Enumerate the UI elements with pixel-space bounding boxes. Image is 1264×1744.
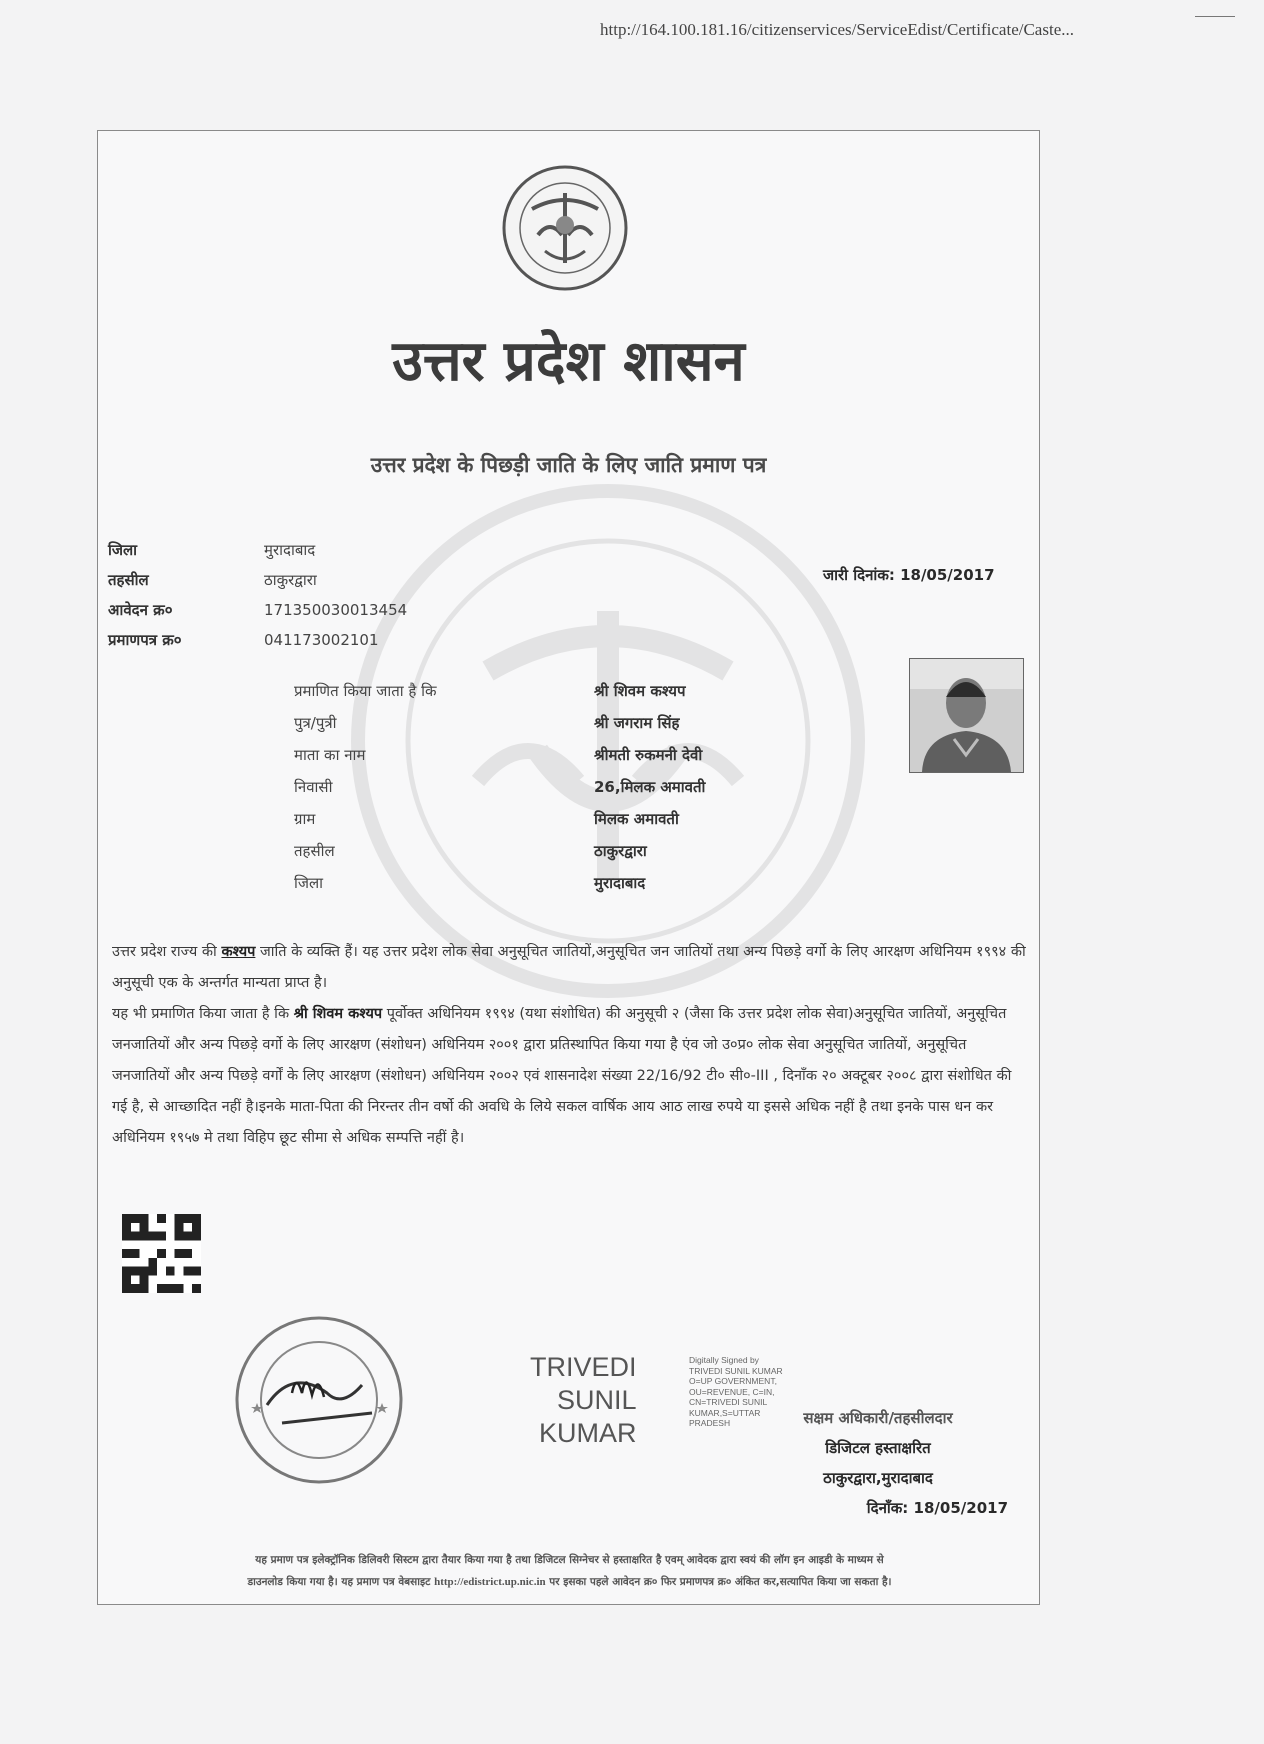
holder-name: श्री शिवम कश्यप [293,1006,383,1022]
body-text: पूर्वोक्त अधिनियम १९९४ (यथा संशोधित) की अनुसूची २ (जैसा कि उत्तर प्रदेश लोक सेवा)अनुसूचित जातियों, अनुसूचित जनजातियों और अन्य पिछड़े वर्गो के लिए आरक्षण (संशोधन) अधिनियम २००१ द्वारा प्रतिस्थापित किया गया है एंव जो उ०प्र० लोक सेवा अनुसूचित जातियों, अनुसूचित जनजातियों और अन्य पिछड़े वर्गों के लिए आरक्षण (संशोधन) अधिनियम २००२ एवं शासनादेश संख्या 22/16/92 टी० सी०-III , दिनाँक २० अक्टूबर २००८ द्वारा संशोधित की गई है, से आच्छादित नहीं है।इनके माता-पिता की निरन्तर तीन वर्षो की अवधि के लिये सकल वार्षिक आय आठ लाख रुपये या इससे अधिक नहीं है तथा इनके पास धन कर अधिनियम १९५७ मे तथा विहिप छूट सीमा से अधिक सम्पत्ति नहीं है। [112,1006,1012,1146]
detail-row [294,707,705,739]
officer-signed: डिजिटल हस्ताक्षरित [825,1439,931,1457]
detail-row [294,771,705,803]
signature-info-line: TRIVEDI SUNIL KUMAR [689,1365,783,1376]
body-text: यह भी प्रमाणित किया जाता है कि [112,1006,294,1022]
village-label: ग्राम [294,810,316,828]
body-paragraph-1 [112,937,1027,999]
up-government-emblem [500,163,630,293]
signature-info-line: Digitally Signed by [689,1355,759,1365]
body-text: जाति के व्यक्ति हैं। यह उत्तर प्रदेश लोक सेवा अनुसूचित जातियों,अनुसूचित जन जातियों तथा अन्य पिछड़े वर्गो के लिए आरक्षण अधिनियम १९९४ की अनुसूची एक के अन्तर्गत मान्यता प्राप्त है। [112,944,1026,991]
signature-info-line: KUMAR,S=UTTAR [689,1407,761,1418]
signer-name-line: SUNIL [556,1385,637,1415]
signature-info-line: CN=TRIVEDI SUNIL [689,1397,768,1407]
meta-row-district [108,535,407,565]
issue-date-value: 18/05/2017 [900,566,995,584]
father-name: श्री जगराम सिंह [594,714,680,732]
detail-tehsil-label: तहसील [294,842,335,860]
village-value: मिलक अमावती [594,810,679,828]
detail-district-value: मुरादाबाद [594,874,646,892]
officer-date [748,1493,1008,1523]
signature-info-line: PRADESH [689,1418,731,1428]
meta-row-application [108,595,407,625]
holder-details [294,675,705,899]
footer-text: पर इसका पहले आवेदन क्र० फिर प्रमाणपत्र क्र० अंकित कर,सत्यापित किया जा सकता है। [545,1576,892,1588]
certificate-body [112,937,1027,1154]
officer-place: ठाकुरद्वारा,मुरादाबाद [823,1469,933,1487]
certificate-frame [97,130,1040,1605]
verification-footer [112,1549,1027,1593]
page-title: उत्तर प्रदेश शासन [392,329,745,394]
resident-value: 26,मिलक अमावती [594,778,706,796]
footer-line [112,1571,1027,1593]
signature-info-line: O=UP GOVERNMENT, [689,1376,777,1386]
body-paragraph-2 [112,999,1027,1154]
certified-label: प्रमाणित किया जाता है कि [294,682,437,700]
applicant-photo [909,658,1024,773]
meta-district-label: जिला [108,541,138,559]
footer-line: यह प्रमाण पत्र इलेक्ट्रॉनिक डिलिवरी सिस्टम द्वारा तैयार किया गया है तथा डिजिटल सिग्नेचर से हस्ताक्षरित है एवम् आवेदक द्वारा स्वयं की लॉग इन आइडी के माध्यम से [255,1554,884,1566]
browser-url: http://164.100.181.16/citizenservices/ServiceEdist/Certificate/Caste... [600,20,1074,39]
meta-certificate-label: प्रमाणपत्र क्र० [108,631,182,649]
caste-name: कश्यप [221,944,256,960]
footer-text: डाउनलोड किया गया है। यह प्रमाण पत्र वेबसाइट [247,1576,435,1588]
meta-tehsil-value: ठाकुरद्वारा [264,571,317,589]
signer-name-line: TRIVEDI [530,1352,637,1382]
signature-info-line: OU=REVENUE, C=IN, [689,1386,775,1397]
issue-date-label: जारी दिनांक: [823,566,895,584]
signer-name-line: KUMAR [539,1418,637,1448]
meta-row-tehsil [108,565,407,595]
verification-link[interactable]: http://edistrict.up.nic.in [434,1576,546,1588]
officer-block [748,1403,1008,1523]
detail-row [294,867,705,899]
detail-row [294,835,705,867]
detail-tehsil-value: ठाकुरद्वारा [594,842,647,860]
resident-label: निवासी [294,778,333,796]
child-of-label: पुत्र/पुत्री [294,714,337,732]
detail-row [294,803,705,835]
officer-date-value: 18/05/2017 [913,1499,1008,1517]
meta-tehsil-label: तहसील [108,571,149,589]
meta-row-certificate [108,625,407,655]
service-center-seal [232,1313,407,1488]
certified-name: श्री शिवम कश्यप [594,682,686,700]
person-silhouette-icon [910,659,1023,772]
detail-row [294,675,705,707]
meta-certificate-value: 041173002101 [264,631,379,649]
detail-row [294,739,705,771]
qr-code [122,1214,201,1293]
certificate-subtitle: उत्तर प्रदेश के पिछड़ी जाति के लिए जाति प्रमाण पत्र [370,453,767,477]
officer-date-label: दिनाँक: [866,1499,909,1517]
certificate-meta [108,535,407,655]
officer-title: सक्षम अधिकारी/तहसीलदार [803,1409,953,1427]
meta-application-value: 171350030013454 [264,601,408,619]
mother-label: माता का नाम [294,746,366,764]
digital-signature-name [530,1351,637,1450]
issue-date [823,565,995,585]
mother-name: श्रीमती रुकमनी देवी [594,746,703,764]
meta-district-value: मुरादाबाद [264,541,316,559]
meta-application-label: आवेदन क्र० [108,601,173,619]
body-text: उत्तर प्रदेश राज्य की [112,944,222,960]
detail-district-label: जिला [294,874,324,892]
header-rule [1195,16,1235,17]
